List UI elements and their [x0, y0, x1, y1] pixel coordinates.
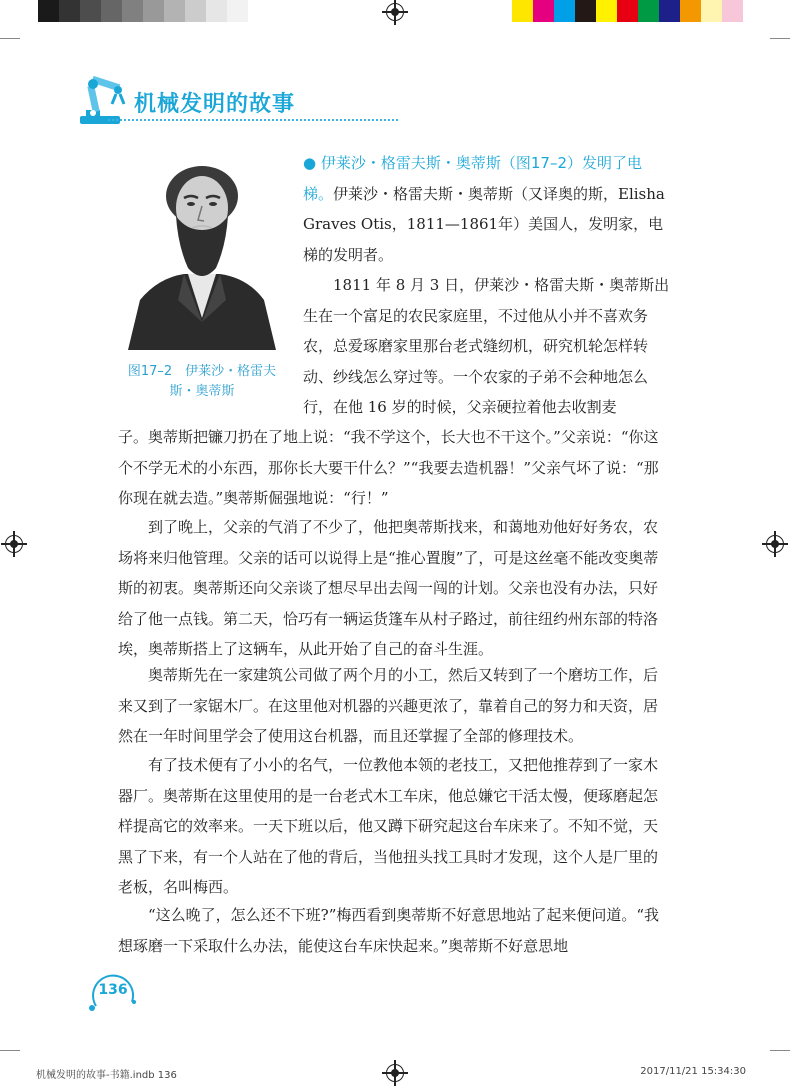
robot-arm-icon [78, 72, 134, 126]
intro-text: 伊莱沙・格雷夫斯・奥蒂斯（又译奥的斯，Elisha Graves Otis，1811—1861年）美国人，发明家，电梯的发明者。 [303, 184, 665, 264]
portrait-image [118, 150, 286, 350]
gray-swatch [59, 0, 80, 22]
gray-swatch [101, 0, 122, 22]
crop-mark [0, 38, 20, 39]
registration-mark-top [386, 3, 404, 21]
gray-calibration-bar [38, 0, 269, 22]
gray-swatch [80, 0, 101, 22]
gray-swatch [185, 0, 206, 22]
color-calibration-bar [512, 0, 743, 22]
section-title: 机械发明的故事 [134, 92, 296, 117]
color-swatch [722, 0, 743, 22]
gray-swatch [143, 0, 164, 22]
crop-mark [770, 1050, 790, 1051]
gray-swatch [122, 0, 143, 22]
gray-swatch [164, 0, 185, 22]
color-swatch [512, 0, 533, 22]
registration-mark-bottom [386, 1064, 404, 1082]
crop-mark [0, 1050, 20, 1051]
gray-swatch [227, 0, 248, 22]
figure-caption: 图17–2 伊莱沙・格雷夫斯・奥蒂斯 [127, 364, 277, 399]
paragraph-birth-continued: 子。奥蒂斯把镰刀扔在了地上说：“我不学这个，长大也不干这个。”父亲说：“你这个不学无术的小东西，那你长大要干什么？”“我要去造机器！”父亲气坏了说：“那你现在就去造。”奥蒂斯倔强地说：“行！” [118, 428, 659, 507]
color-swatch [575, 0, 596, 22]
color-swatch [533, 0, 554, 22]
paragraph-first-jobs: 奥蒂斯先在一家建筑公司做了两个月的小工，然后又转到了一个磨坊工作，后来又到了一家锯木厂。在这里他对机器的兴趣更浓了，靠着自己的努力和天资，居然在一年时间里学会了使用这台机器，而且还掌握了全部的修理技术。 [118, 666, 659, 745]
paragraph-furniture-factory: 有了技术便有了小小的名气，一位教他本领的老技工，又把他推荐到了一家木器厂。奥蒂斯在这里使用的是一台老式木工车床，他总嫌它干活太慢，便琢磨起怎样提高它的效率来。一天下班以后，他又蹲下研究起这台车床来了。不知不觉，天黑了下来，有一个人站在了他的背后，当他扭头找工具时才发现，这个人是厂里的老板，名叫梅西。 [118, 756, 659, 896]
footer-file-info: 机械发明的故事-书籍.indb 136 [36, 1070, 177, 1081]
gray-swatch [38, 0, 59, 22]
color-swatch [554, 0, 575, 22]
page-number: 136 [98, 982, 128, 998]
color-swatch [617, 0, 638, 22]
paragraph-leaving-home: 到了晚上，父亲的气消了不少了，他把奥蒂斯找来，和蔼地劝他好好务农，农场将来归他管理。父亲的话可以说得上是“推心置腹”了，可是这丝毫不能改变奥蒂斯的初衷。奥蒂斯还向父亲谈了想尽早出去闯一闯的计划。父亲也没有办法，只好给了他一点钱。第二天，恰巧有一辆运货篷车从村子路过，前往纽约州东部的特洛埃，奥蒂斯搭上了这辆车，从此开始了自己的奋斗生涯。 [118, 518, 659, 658]
footer-timestamp: 2017/11/21 15:34:30 [640, 1066, 746, 1077]
registration-mark-right [766, 535, 784, 553]
color-swatch [680, 0, 701, 22]
gray-swatch [248, 0, 269, 22]
paragraph-dialogue: “这么晚了，怎么还不下班?”梅西看到奥蒂斯不好意思地站了起来便问道。“我想琢磨一下采取什么办法，能使这台车床快起来。”奥蒂斯不好意思地 [118, 906, 660, 955]
color-swatch [638, 0, 659, 22]
header-divider [108, 119, 398, 121]
section-header [78, 72, 738, 128]
color-swatch [596, 0, 617, 22]
paragraph-intro [303, 148, 671, 270]
gray-swatch [206, 0, 227, 22]
crop-mark [770, 38, 790, 39]
color-swatch [701, 0, 722, 22]
intro-highlight: ● 伊莱沙・格雷夫斯・奥蒂斯（图17–2）发明了电梯。 [303, 154, 642, 203]
paragraph-birth: 1811 年 8 月 3 日，伊莱沙・格雷夫斯・奥蒂斯出生在一个富足的农民家庭里，不过他从小并不喜欢务农，总爱琢磨家里那台老式缝纫机，研究机轮怎样转动、纱线怎么穿过等。一个农家的子弟不会种地怎么行，在他 16 岁的时候，父亲硬拉着他去收割麦 [303, 276, 670, 416]
color-swatch [659, 0, 680, 22]
registration-mark-left [5, 535, 23, 553]
